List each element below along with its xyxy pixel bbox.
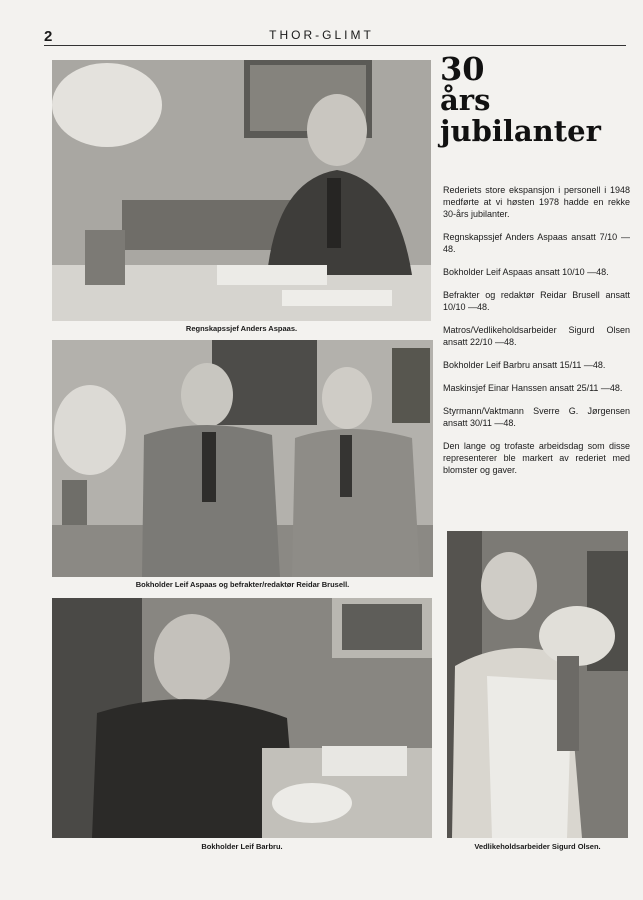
- photo-caption: Bokholder Leif Barbru.: [201, 842, 283, 851]
- article-paragraph: Styrmann/Vaktmann Sverre G. Jørgensen ansatt 30/11 —48.: [443, 406, 630, 428]
- article-paragraph: Maskinsjef Einar Hanssen ansatt 25/11 —48.: [443, 383, 623, 393]
- article-paragraph: Den lange og trofaste arbeidsdag som disse representerer ble markert av rederiet med blomster og gaver.: [443, 441, 630, 475]
- header-rule: [44, 45, 626, 46]
- page-number: 2: [44, 28, 53, 45]
- photo-caption: Bokholder Leif Aspaas og befrakter/redaktør Reidar Brusell.: [135, 580, 350, 589]
- article-paragraph: Rederiets store ekspansjon i personell i 1948 medførte at vi høsten 1978 hadde en rekke 30-års jubilanter.: [443, 185, 630, 219]
- photo-anders-aspaas: [52, 60, 431, 321]
- article-paragraph: Regnskapssjef Anders Aspaas ansatt 7/10 —48.: [443, 232, 630, 254]
- article-paragraph: Bokholder Leif Barbru ansatt 15/11 —48.: [443, 360, 606, 370]
- headline-line-3: jubilanter: [440, 114, 601, 148]
- photo-aspaas-and-brusell: [52, 340, 433, 577]
- headline-line-2: års: [440, 83, 491, 117]
- article-body: [443, 184, 630, 487]
- article-paragraph: Matros/Vedlikeholdsarbeider Sigurd Olsen ansatt 22/10 —48.: [443, 325, 630, 347]
- article-headline: [440, 50, 630, 148]
- photo-sigurd-olsen: [447, 531, 628, 838]
- photo-leif-barbru: [52, 598, 432, 838]
- article-paragraph: Befrakter og redaktør Reidar Brusell ansatt 10/10 —48.: [443, 290, 630, 312]
- running-head: THOR-GLIMT: [269, 28, 374, 42]
- article-paragraph: Bokholder Leif Aspaas ansatt 10/10 —48.: [443, 267, 609, 277]
- headline-line-1: 30: [440, 50, 485, 88]
- photo-caption: Regnskapssjef Anders Aspaas.: [185, 324, 298, 333]
- photo-caption: Vedlikeholdsarbeider Sigurd Olsen.: [474, 842, 601, 851]
